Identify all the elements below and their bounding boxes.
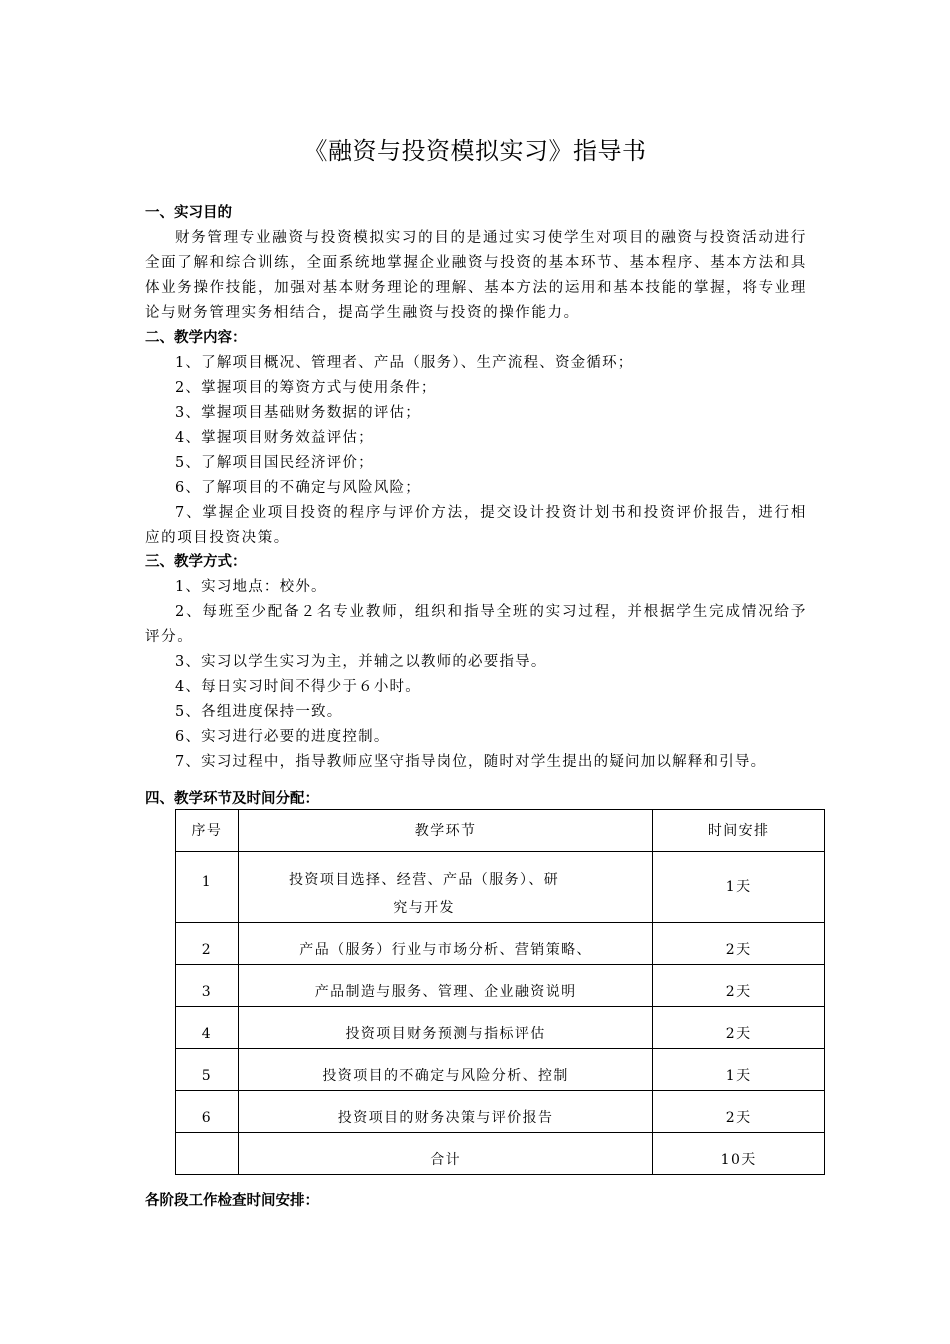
table-header-row: [176, 810, 825, 852]
table-row: [176, 1049, 825, 1091]
cell-time: 1天: [653, 852, 825, 923]
method-item: 6、实习进行必要的进度控制。: [175, 729, 390, 745]
method-item: 7、实习过程中，指导教师应坚守指导岗位，随时对学生提出的疑问加以解释和引导。: [175, 754, 767, 770]
method-item: 3、实习以学生实习为主，并辅之以教师的必要指导。: [175, 654, 547, 670]
cell-no: 5: [176, 1049, 239, 1091]
cell-step: 投资项目财务预测与指标评估: [238, 1007, 652, 1049]
cell-no-empty: [176, 1133, 239, 1175]
cell-no: 3: [176, 965, 239, 1007]
section-heading-checkpoints: 各阶段工作检查时间安排：: [145, 1193, 319, 1209]
header-cell-time: 时间安排: [653, 810, 825, 852]
content-item: 4、掌握项目财务效益评估；: [175, 430, 374, 446]
page-title: 《融资与投资模拟实习》指导书: [303, 137, 647, 165]
table-total-row: [176, 1133, 825, 1175]
method-item: 5、各组进度保持一致。: [175, 704, 343, 720]
table-row: [176, 1007, 825, 1049]
cell-step: 投资项目选择、经营、产品（服务）、研究与开发: [238, 852, 652, 923]
cell-time: 2天: [653, 1007, 825, 1049]
total-time: 10天: [653, 1133, 825, 1175]
section-heading-objectives: 一、实习目的: [145, 205, 232, 221]
section-heading-methods: 三、教学方式：: [145, 554, 247, 570]
cell-step: 投资项目的财务决策与评价报告: [238, 1091, 652, 1133]
cell-time: 2天: [653, 1091, 825, 1133]
section-objectives: [145, 201, 807, 326]
content-item: 2、掌握项目的筹资方式与使用条件；: [175, 380, 437, 396]
total-label: 合计: [238, 1133, 652, 1175]
objectives-paragraph: 财务管理专业融资与投资模拟实习的目的是通过实习使学生对项目的融资与投资活动进行全面了解和综合训练，全面系统地掌握企业融资与投资的基本环节、基本程序、基本方法和具体业务操作技能，加强对基本财务理论的理解、基本方法的运用和基本技能的掌握，将专业理论与财务管理实务相结合，提高学生融资与投资的操作能力。: [145, 230, 807, 321]
schedule-table: [175, 809, 825, 1175]
content-item: 5、了解项目国民经济评价；: [175, 455, 374, 471]
table-row: [176, 852, 825, 923]
content-item: 7、掌握企业项目投资的程序与评价方法，提交设计投资计划书和投资评价报告，进行相应的项目投资决策。: [145, 505, 807, 546]
table-row: [176, 1091, 825, 1133]
cell-no: 4: [176, 1007, 239, 1049]
table-row: [176, 923, 825, 965]
method-item: 4、每日实习时间不得少于６小时。: [175, 679, 421, 695]
cell-time: 2天: [653, 923, 825, 965]
content-item: 3、掌握项目基础财务数据的评估；: [175, 405, 421, 421]
cell-time: 1天: [653, 1049, 825, 1091]
cell-no: 6: [176, 1091, 239, 1133]
method-item: 1、实习地点：校外。: [175, 579, 327, 595]
cell-time: 2天: [653, 965, 825, 1007]
header-cell-no: 序号: [176, 810, 239, 852]
cell-step: 投资项目的不确定与风险分析、控制: [238, 1049, 652, 1091]
section-heading-schedule: 四、教学环节及时间分配：: [145, 791, 319, 807]
cell-step: 产品（服务）行业与市场分析、营销策略、: [238, 923, 652, 965]
cell-no: 2: [176, 923, 239, 965]
header-cell-step: 教学环节: [238, 810, 652, 852]
content-item: 6、了解项目的不确定与风险风险；: [175, 480, 421, 496]
content-item: 1、了解项目概况、管理者、产品（服务）、生产流程、资金循环；: [175, 355, 634, 371]
method-item: 2、每班至少配备２名专业教师，组织和指导全班的实习过程，并根据学生完成情况给予评分。: [145, 604, 807, 645]
section-heading-content: 二、教学内容：: [145, 330, 247, 346]
section-methods: [145, 550, 807, 775]
cell-no: 1: [176, 852, 239, 923]
section-content: [145, 326, 807, 551]
cell-step: 产品制造与服务、管理、企业融资说明: [238, 965, 652, 1007]
table-row: [176, 965, 825, 1007]
